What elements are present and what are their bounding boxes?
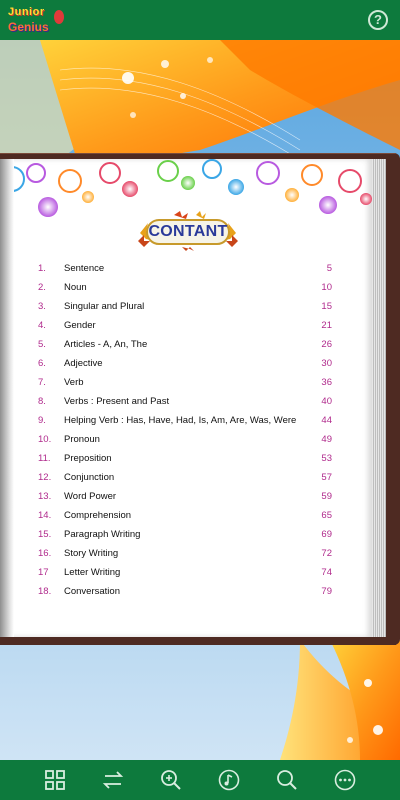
toc-row[interactable] <box>0 548 372 566</box>
toc-page-number: 40 <box>321 396 332 407</box>
grid-icon[interactable] <box>44 769 66 791</box>
toc-page-number: 10 <box>321 282 332 293</box>
toc-row[interactable] <box>0 586 372 604</box>
toc-title: Verb <box>64 377 84 388</box>
toc-number: 9. <box>38 415 46 426</box>
toc-page-number: 79 <box>321 586 332 597</box>
toc-number: 1. <box>38 263 46 274</box>
toc-page-number: 49 <box>321 434 332 445</box>
toc-page-number: 53 <box>321 453 332 464</box>
toc-row[interactable] <box>0 567 372 585</box>
toc-title: Pronoun <box>64 434 100 445</box>
contents-title-pill <box>146 219 230 245</box>
more-icon[interactable] <box>334 769 356 791</box>
toc-number: 10. <box>38 434 52 445</box>
zoom-in-icon[interactable] <box>160 769 182 791</box>
help-button[interactable] <box>368 10 388 30</box>
toc-number: 16. <box>38 548 52 559</box>
toc-page-number: 44 <box>321 415 332 426</box>
toc-row[interactable] <box>0 320 372 338</box>
toc-title: Paragraph Writing <box>64 529 141 540</box>
search-icon[interactable] <box>276 769 298 791</box>
toc-row[interactable] <box>0 472 372 490</box>
book-cover-spine <box>384 153 400 645</box>
page-binding-shade <box>0 159 14 637</box>
toc-page-number: 36 <box>321 377 332 388</box>
toc-page-number: 5 <box>326 263 332 274</box>
toc-number: 4. <box>38 320 46 331</box>
toc-number: 12. <box>38 472 52 483</box>
toc-number: 13. <box>38 491 52 502</box>
toc-number: 15. <box>38 529 52 540</box>
toc-page-number: 15 <box>321 301 332 312</box>
toc-row[interactable] <box>0 434 372 452</box>
page-stack-edge <box>372 159 386 637</box>
toc-number: 17 <box>38 567 49 578</box>
toc-number: 7. <box>38 377 46 388</box>
toc-title: Singular and Plural <box>64 301 145 312</box>
toc-page-number: 74 <box>321 567 332 578</box>
toc-page-number: 30 <box>321 358 332 369</box>
toc-number: 3. <box>38 301 46 312</box>
toc-page-number: 26 <box>321 339 332 350</box>
toc-title: Comprehension <box>64 510 132 521</box>
toc-row[interactable] <box>0 529 372 547</box>
toc-title: Articles - A, An, The <box>64 339 148 350</box>
toc-number: 6. <box>38 358 46 369</box>
contents-title-banner <box>134 211 242 251</box>
toc-title: Adjective <box>64 358 103 369</box>
toc-row[interactable] <box>0 377 372 395</box>
book-page[interactable] <box>0 159 372 637</box>
toc-row[interactable] <box>0 415 372 433</box>
top-app-bar <box>0 0 400 40</box>
swap-icon[interactable] <box>102 769 124 791</box>
toc-number: 14. <box>38 510 52 521</box>
music-icon[interactable] <box>218 769 240 791</box>
toc-title: Letter Writing <box>64 567 121 578</box>
toc-page-number: 21 <box>321 320 332 331</box>
toc-row[interactable] <box>0 510 372 528</box>
bottom-toolbar <box>0 760 400 800</box>
toc-page-number: 72 <box>321 548 332 559</box>
toc-title: Conjunction <box>64 472 115 483</box>
app-logo <box>6 4 64 36</box>
toc-page-number: 59 <box>321 491 332 502</box>
logo-line2: Genius <box>8 20 49 34</box>
toc-title: Helping Verb : Has, Have, Had, Is, Am, Are, Was, Were <box>64 415 297 426</box>
toc-row[interactable] <box>0 282 372 300</box>
toc-title: Noun <box>64 282 87 293</box>
question-mark-icon: ? <box>374 12 382 27</box>
toc-number: 2. <box>38 282 46 293</box>
toc-title: Story Writing <box>64 548 119 559</box>
toc-title: Word Power <box>64 491 117 502</box>
toc-title: Conversation <box>64 586 120 597</box>
toc-row[interactable] <box>0 263 372 281</box>
toc-title: Gender <box>64 320 96 331</box>
toc-row[interactable] <box>0 396 372 414</box>
logo-mascot-icon <box>54 10 64 24</box>
toc-title: Sentence <box>64 263 105 274</box>
toc-number: 11. <box>38 453 51 464</box>
toc-page-number: 65 <box>321 510 332 521</box>
toc-row[interactable] <box>0 453 372 471</box>
toc-number: 8. <box>38 396 46 407</box>
book-viewer[interactable] <box>0 153 400 645</box>
toc-title: Preposition <box>64 453 112 464</box>
toc-row[interactable] <box>0 358 372 376</box>
toc-page-number: 69 <box>321 529 332 540</box>
toc-number: 18. <box>38 586 52 597</box>
toc-title: Verbs : Present and Past <box>64 396 170 407</box>
toc-page-number: 57 <box>321 472 332 483</box>
toc-number: 5. <box>38 339 46 350</box>
toc-row[interactable] <box>0 301 372 319</box>
contents-heading: CONTANT <box>148 223 228 240</box>
logo-line1: Junior <box>8 6 45 18</box>
toc-row[interactable] <box>0 339 372 357</box>
toc-row[interactable] <box>0 491 372 509</box>
